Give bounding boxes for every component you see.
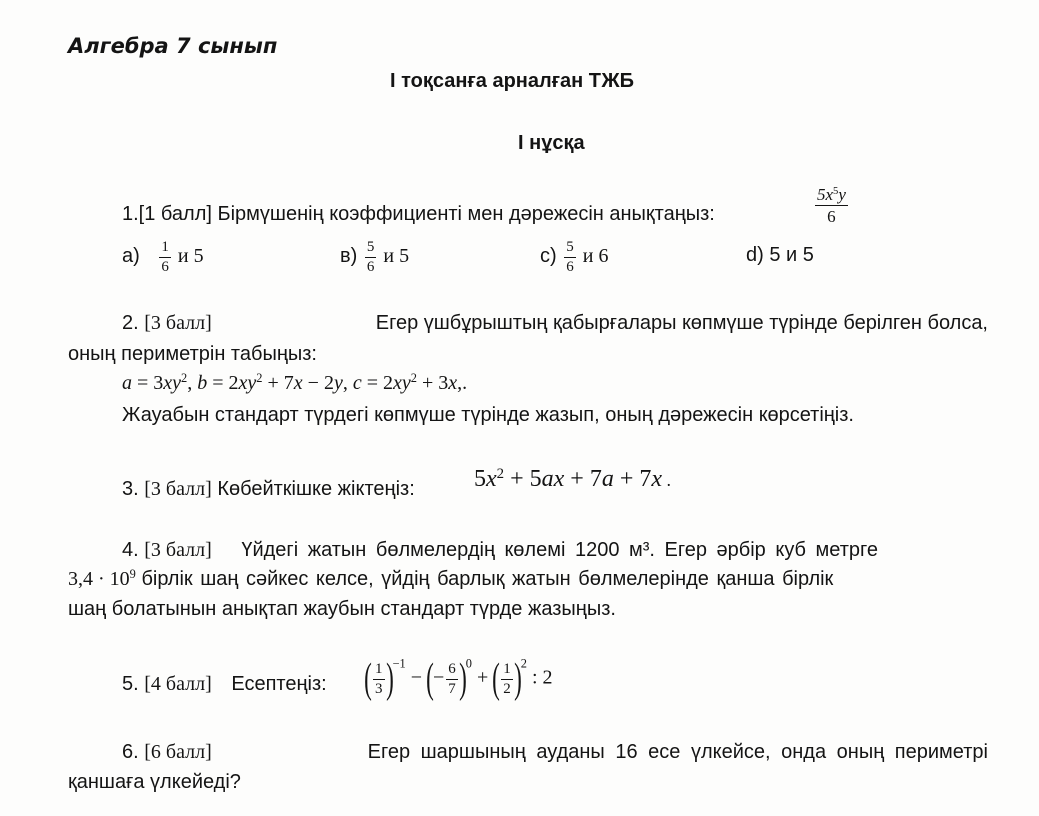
q3-line: [122, 478, 415, 501]
q2-formula: $a = 3xy^2$, $b = 2xy^2 + 7x - 2y$, $c = 2xy^2 + 3x$,.: [122, 371, 468, 394]
frac-denominator: 6: [566, 259, 574, 275]
q1-option-b: [340, 240, 409, 275]
q1-option-d: [746, 244, 814, 267]
q2-text-1: Егер үшбұрыштың қабырғалары көпмүше түрінде берілген болса,: [375, 312, 988, 334]
option-label: с): [540, 245, 557, 268]
q4-points: [3 балл]: [144, 539, 212, 561]
option-rest: и 5: [177, 245, 204, 268]
q6-line1: [122, 741, 988, 764]
q6-text-1: Егер шаршының ауданы 16 есе үлкейсе, онда оның периметрі: [367, 741, 988, 763]
variant-title: I нұсқа: [518, 132, 585, 154]
q1-option-a: [122, 240, 204, 275]
option-label: а): [122, 245, 140, 268]
q6-number: 6.: [122, 741, 139, 763]
q1-option-c: [540, 240, 608, 275]
q5-line: [122, 673, 327, 696]
option-label: d): [746, 244, 764, 266]
q5-points: [4 балл]: [144, 673, 212, 695]
q5-number: 5.: [122, 673, 139, 695]
q1-monomial: $\frac{5x^5y}{6}$: [817, 185, 846, 226]
frac-numerator: 5: [564, 240, 576, 258]
q2-points: [3 балл]: [144, 312, 212, 334]
q4-text-2: бірлік шаң сәйкес келсе, үйдің барлық жатын бөлмелерінде қанша бірлік: [141, 568, 834, 590]
q4-line3: шаң болатынын анықтап жаубын стандарт түрде жазыңыз.: [68, 598, 616, 620]
q2-line1: [122, 312, 988, 335]
q3-expression: $5x^2 + 5ax + 7a + 7x$ .: [474, 465, 672, 492]
subject-title: Алгебра 7 сынып: [68, 34, 278, 58]
option-rest: и 6: [582, 245, 609, 268]
q6-points: [6 балл]: [144, 741, 212, 763]
q5-text: Есептеңіз:: [231, 673, 327, 695]
frac-numerator: 5: [365, 240, 377, 258]
q4-coefficient: $3,4 \cdot 10^9$: [68, 567, 136, 590]
document-title: I тоқсанға арналған ТЖБ: [390, 70, 634, 92]
frac-denominator: 6: [161, 259, 169, 275]
q6-line2: қаншаға үлкейеді?: [68, 771, 241, 793]
q4-number: 4.: [122, 539, 139, 561]
q2-line2: оның периметрін табыңыз:: [68, 343, 317, 365]
q4-text-1: Үйдегі жатын бөлмелердің көлемі 1200 м³. Егер әрбір куб метрге: [241, 539, 879, 561]
q1-text: [122, 203, 715, 226]
q3-text: Көбейткішке жіктеңіз:: [217, 478, 415, 500]
q4-line1: [122, 539, 878, 562]
q4-line2: [68, 568, 833, 591]
option-rest: 5 и 5: [769, 244, 814, 266]
q2-number: 2.: [122, 312, 139, 334]
q3-number: 3.: [122, 478, 139, 500]
q5-expression: ( $\frac{1}{3}$ )$^{-1}$ − (− $\frac{6}{7}$ )$^0$ + ( $\frac{1}{2}$ )$^2$ : 2: [364, 656, 553, 702]
q1-statement: 1.[1 балл] Бірмүшенің коэффициенті мен дәрежесін анықтаңыз:: [122, 203, 715, 225]
frac-numerator: 1: [159, 240, 171, 258]
option-label: в): [340, 245, 358, 268]
option-rest: и 5: [383, 245, 410, 268]
q3-points: [3 балл]: [144, 478, 212, 500]
q2-line3: Жауабын стандарт түрдегі көпмүше түрінде жазып, оның дәрежесін көрсетіңіз.: [122, 404, 854, 426]
frac-denominator: 6: [366, 259, 375, 275]
